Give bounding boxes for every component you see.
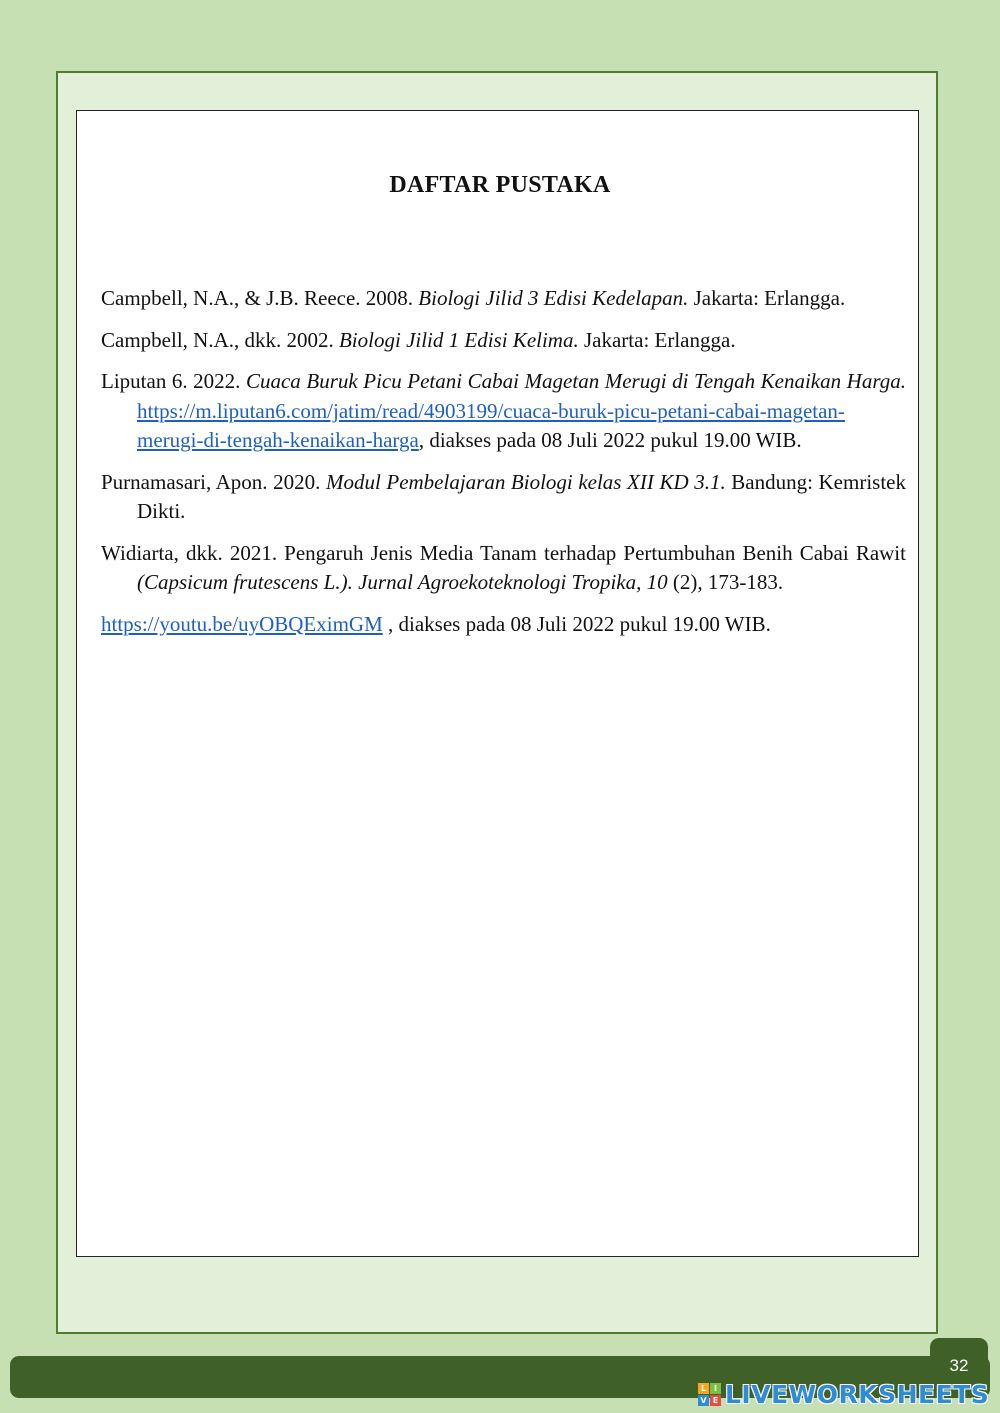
reference-link-liputan6[interactable]: https://m.liputan6.com/jatim/read/4903199/cuaca-buruk-picu-petani-cabai-magetan-merugi-di-tengah-kenaikan-harga xyxy=(137,398,845,452)
reference-pages: (2), 173-183. xyxy=(667,570,784,594)
reference-item xyxy=(101,539,906,598)
reference-author-year: Widiarta, dkk. 2021. xyxy=(101,540,285,565)
reference-author-year: Purnamasari, Apon. 2020. xyxy=(101,469,326,494)
liveworksheets-wordmark: LIVEWORKSHEETS xyxy=(725,1379,990,1409)
reference-title: Biologi Jilid 1 Edisi Kelima. xyxy=(338,327,579,352)
reference-species: (Capsicum frutescens L.) xyxy=(137,570,348,594)
reference-item xyxy=(101,367,906,456)
reference-author-year: Campbell, N.A., dkk. 2002. xyxy=(101,327,339,352)
reference-author-year: Liputan 6. 2022. xyxy=(101,369,246,393)
reference-title: Pengaruh Jenis Media Tanam terhadap Pertumbuhan Benih Cabai Rawit xyxy=(284,540,906,565)
document-sheet xyxy=(76,110,919,1257)
reference-title: Modul Pembelajaran Biologi kelas XII KD 3.1. xyxy=(325,469,726,494)
reference-item xyxy=(101,284,906,314)
logo-letter: E xyxy=(710,1395,721,1406)
logo-letter: L xyxy=(698,1383,709,1394)
liveworksheets-logo-icon xyxy=(698,1383,721,1406)
reference-publisher: Bandung: Kemristek Dikti. xyxy=(137,469,906,523)
reference-author-year: Campbell, N.A., & J.B. Reece. 2008. xyxy=(101,286,419,310)
reference-publisher: Jakarta: Erlangga. xyxy=(688,286,846,310)
reference-item xyxy=(101,468,906,527)
reference-access-note: , diakses pada 08 Juli 2022 pukul 19.00 WIB. xyxy=(418,428,802,452)
reference-title: Cuaca Buruk Picu Petani Cabai Magetan Merugi di Tengah Kenaikan Harga. xyxy=(245,369,906,393)
logo-letter: V xyxy=(698,1395,709,1406)
reference-title: Biologi Jilid 3 Edisi Kedelapan. xyxy=(418,286,689,310)
reference-item xyxy=(101,610,906,640)
liveworksheets-logo xyxy=(698,1378,989,1410)
reference-link-youtube[interactable]: https://youtu.be/uyOBQEximGM xyxy=(101,611,383,636)
reference-item xyxy=(101,326,906,356)
reference-publisher: Jakarta: Erlangga. xyxy=(578,327,736,352)
page-number: 32 xyxy=(949,1356,969,1375)
reference-access-note: , diakses pada 08 Juli 2022 pukul 19.00 WIB. xyxy=(382,611,771,636)
page-title: DAFTAR PUSTAKA xyxy=(389,172,611,198)
reference-journal: . Jurnal Agroekoteknologi Tropika, 10 xyxy=(347,570,668,594)
reference-list xyxy=(101,284,906,651)
logo-letter: I xyxy=(710,1383,721,1394)
